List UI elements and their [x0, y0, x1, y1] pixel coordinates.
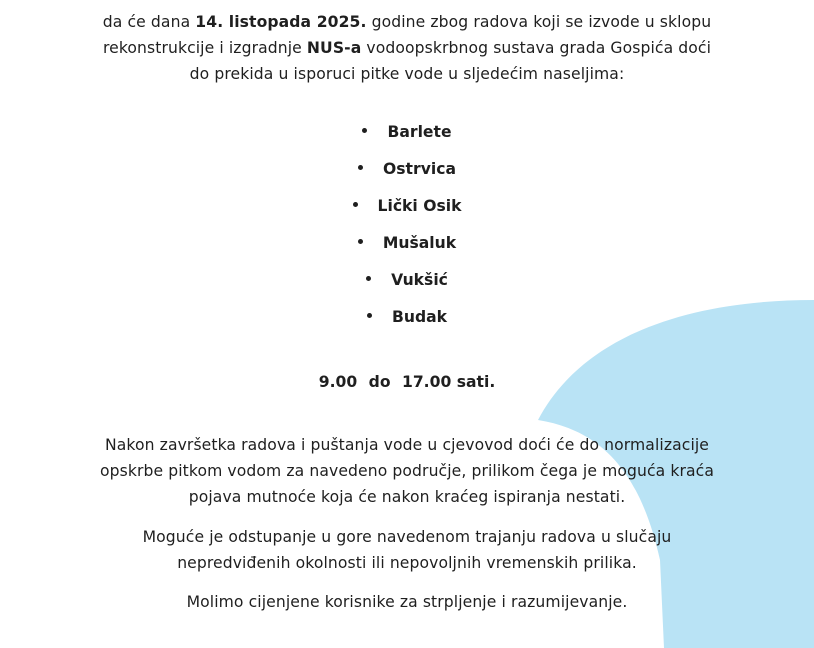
bullet-icon	[362, 128, 367, 133]
normalization-paragraph: Nakon završetka radova i puštanja vode u cjevovod doći će do normalizacije opskrbe pitkom vodom za navedeno područje, prilikom čega je moguća kraća pojava mutnoće koja će nakon kraćeg ispiranja nestati.	[99, 436, 715, 506]
list-item: Mušaluk	[0, 230, 814, 267]
settlements-list	[0, 119, 814, 341]
intro-paragraph	[0, 9, 814, 87]
bullet-icon	[367, 313, 372, 318]
bullet-icon	[358, 165, 363, 170]
intro-line-2: rekonstrukcije i izgradnje NUS-a vodoopskrbnog sustava grada Gospića doći	[102, 39, 712, 57]
nus-highlight: NUS-a	[306, 39, 362, 57]
closing-paragraph: Molimo cijenjene korisnike za strpljenje i razumijevanje.	[186, 593, 628, 611]
bullet-icon	[353, 202, 358, 207]
time-range: 9.00 do 17.00 sati.	[318, 373, 496, 391]
intro-line-1: da će dana 14. listopada 2025. godine zbog radova koji se izvode u sklopu	[102, 13, 712, 31]
list-item: Lički Osik	[0, 193, 814, 230]
deviation-paragraph: Moguće je odstupanje u gore navedenom trajanju radova u slučaju nepredviđenih okolnosti ili nepovoljnih vremenskih prilika.	[142, 528, 672, 572]
list-item: Vukšić	[0, 267, 814, 304]
list-item: Budak	[0, 304, 814, 341]
list-item: Barlete	[0, 119, 814, 156]
list-item: Ostrvica	[0, 156, 814, 193]
date-highlight: 14. listopada 2025.	[195, 13, 367, 31]
bullet-icon	[366, 276, 371, 281]
bullet-icon	[358, 239, 363, 244]
intro-line-3: do prekida u isporuci pitke vode u sljedećim naseljima:	[189, 65, 625, 83]
